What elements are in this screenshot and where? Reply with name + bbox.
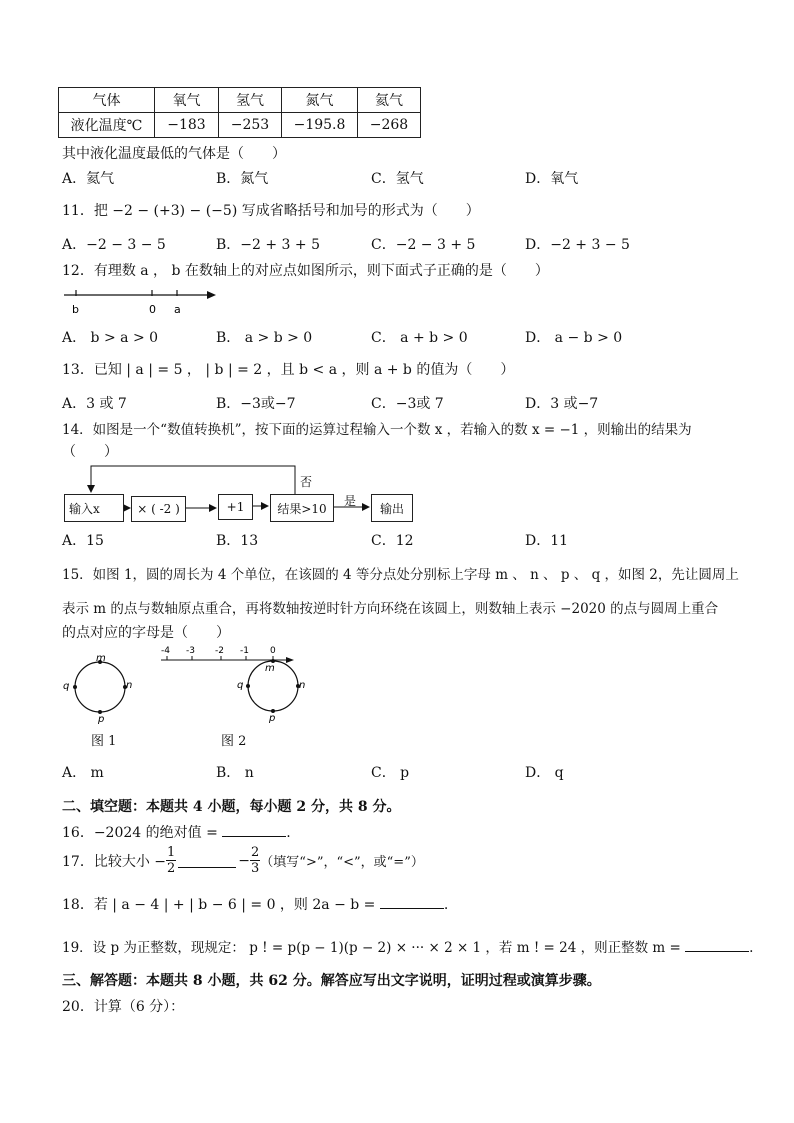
q19-text: 19．设 p 为正整数，现规定： p ! = p(p − 1)(p − 2) × ··· × 2 × 1 ，若 m ! = 24 ，则正整数 m = bbox=[62, 940, 681, 956]
q15-stem-line3: 的点对应的字母是（ ） bbox=[62, 625, 230, 641]
q20: 20．计算（6 分）： bbox=[62, 999, 185, 1015]
q15-figure2 bbox=[155, 640, 305, 724]
q19-answer-blank[interactable] bbox=[685, 937, 749, 952]
q17-answer-blank[interactable] bbox=[178, 853, 236, 868]
q14-flow-output-box: 输出 bbox=[371, 494, 413, 522]
circle-label-q: q bbox=[63, 681, 70, 692]
table-cell: 氢气 bbox=[219, 88, 282, 113]
circle-label-m: m bbox=[96, 653, 106, 664]
table-cell: 氦气 bbox=[358, 88, 421, 113]
circle-label-n: n bbox=[126, 680, 133, 691]
table-cell: −253 bbox=[219, 113, 282, 138]
q17-hint: （填写“>”，“<”，或“=”） bbox=[260, 855, 424, 870]
q15-option-d[interactable]: D． q bbox=[525, 765, 564, 781]
q14-flow-no-label: 否 bbox=[300, 475, 313, 489]
q14-flow-multiply-box: × ( -2 ) bbox=[131, 496, 186, 522]
table-cell: 氧气 bbox=[155, 88, 219, 113]
q14-flow-add-box: +1 bbox=[218, 494, 253, 520]
q14-option-c[interactable]: C．12 bbox=[371, 533, 414, 549]
q17 bbox=[62, 845, 424, 876]
table-cell: −268 bbox=[358, 113, 421, 138]
fraction-numerator: 1 bbox=[167, 845, 176, 860]
axis-tick-label: -2 bbox=[215, 646, 224, 656]
q14-flow-condition-box: 结果>10 bbox=[270, 494, 334, 522]
q17-fraction-two-thirds bbox=[250, 845, 260, 876]
q13-option-b[interactable]: B．−3或−7 bbox=[216, 396, 296, 412]
table-cell: −183 bbox=[155, 113, 219, 138]
q14-flow-input-box: 输入x bbox=[64, 494, 124, 522]
q13-stem: 13．已知 | a | = 5 ， | b | = 2 ，且 b < a ，则 a + b 的值为（ ） bbox=[62, 362, 515, 378]
q13-option-a[interactable]: A．3 或 7 bbox=[62, 396, 127, 412]
q16-end: . bbox=[286, 825, 291, 841]
q10-option-b[interactable]: B．氮气 bbox=[216, 171, 269, 187]
q15-figure1-caption: 图 1 bbox=[91, 734, 117, 749]
circle-label-m: m bbox=[265, 663, 275, 674]
q13-option-c[interactable]: C．−3或 7 bbox=[371, 396, 444, 412]
q11-option-a[interactable]: A．−2 − 3 − 5 bbox=[62, 237, 166, 253]
q14-stem-line2: （ ） bbox=[62, 444, 118, 460]
q19-end: . bbox=[749, 940, 754, 956]
q13-option-d[interactable]: D．3 或−7 bbox=[525, 396, 599, 412]
q16-text: 16．−2024 的绝对值 = bbox=[62, 825, 218, 841]
fraction-numerator: 2 bbox=[251, 845, 260, 860]
q11-option-b[interactable]: B．−2 + 3 + 5 bbox=[216, 237, 321, 253]
table-cell: 氮气 bbox=[282, 88, 358, 113]
q11-option-d[interactable]: D．−2 + 3 − 5 bbox=[525, 237, 630, 253]
q14-option-a[interactable]: A．15 bbox=[62, 533, 104, 549]
circle-label-q: q bbox=[237, 680, 244, 691]
q14-option-b[interactable]: B．13 bbox=[216, 533, 259, 549]
q12-option-d[interactable]: D． a − b > 0 bbox=[525, 330, 623, 346]
q15-option-a[interactable]: A． m bbox=[62, 765, 104, 781]
gas-table bbox=[58, 87, 421, 138]
table-cell: 液化温度℃ bbox=[59, 113, 155, 138]
q12-option-a[interactable]: A． b > a > 0 bbox=[62, 330, 159, 346]
axis-tick-label: -4 bbox=[161, 646, 170, 656]
q14-option-d[interactable]: D．11 bbox=[525, 533, 569, 549]
axis-tick-label: 0 bbox=[270, 646, 276, 656]
q18-end: . bbox=[443, 897, 449, 913]
q12-option-b[interactable]: B． a > b > 0 bbox=[216, 330, 313, 346]
q15-figure1-circle bbox=[55, 652, 145, 724]
q18-answer-blank[interactable] bbox=[380, 894, 444, 909]
table-row bbox=[59, 88, 421, 113]
q18-text: 18．若 | a − 4 | + | b − 6 | = 0 ，则 2a − b = bbox=[62, 897, 376, 913]
circle-label-n: n bbox=[299, 680, 305, 691]
q18 bbox=[62, 894, 448, 914]
q10-option-c[interactable]: C．氢气 bbox=[371, 171, 424, 187]
section2-title: 二、填空题：本题共 4 小题，每小题 2 分，共 8 分。 bbox=[62, 799, 401, 815]
axis-label-b: b bbox=[72, 303, 79, 316]
q17-prefix: 17．比较大小 − bbox=[62, 853, 166, 870]
q12-option-c[interactable]: C． a + b > 0 bbox=[371, 330, 468, 346]
q15-stem-line2: 表示 m 的点与数轴原点重合，再将数轴按逆时针方向环绕在该圆上，则数轴上表示 −2020 的点与圆周上重合 bbox=[62, 601, 719, 617]
q19 bbox=[62, 936, 753, 956]
q11-stem: 11．把 −2 − (+3) − (−5) 写成省略括号和加号的形式为（ ） bbox=[62, 203, 480, 219]
q17-fraction-one-half bbox=[166, 845, 176, 876]
q16 bbox=[62, 822, 291, 842]
section3-title: 三、解答题：本题共 8 小题，共 62 分。解答应写出文字说明，证明过程或演算步骤。 bbox=[62, 973, 601, 989]
q10-option-a[interactable]: A．氦气 bbox=[62, 171, 115, 187]
axis-label-zero: 0 bbox=[149, 303, 156, 316]
q15-figure2-caption: 图 2 bbox=[221, 734, 247, 749]
q10-option-d[interactable]: D．氧气 bbox=[525, 171, 579, 187]
circle-label-p: p bbox=[269, 713, 276, 724]
q12-number-line bbox=[60, 284, 220, 318]
axis-tick-label: -1 bbox=[240, 646, 249, 656]
q11-option-c[interactable]: C．−2 − 3 + 5 bbox=[371, 237, 476, 253]
fraction-denominator: 3 bbox=[251, 861, 260, 876]
table-cell: −195.8 bbox=[282, 113, 358, 138]
q14-stem-line1: 14．如图是一个“数值转换机”，按下面的运算过程输入一个数 x ，若输入的数 x = −1 ，则输出的结果为 bbox=[62, 422, 692, 438]
circle-label-p: p bbox=[98, 714, 105, 724]
q15-stem-line1: 15．如图 1，圆的周长为 4 个单位，在该圆的 4 等分点处分别标上字母 m 、 n 、 p 、 q ，如图 2，先让圆周上 bbox=[62, 567, 739, 583]
table-row bbox=[59, 113, 421, 138]
q17-minus: − bbox=[238, 852, 251, 869]
q15-option-c[interactable]: C． p bbox=[371, 765, 410, 781]
q14-flow-yes-label: 是 bbox=[344, 494, 357, 508]
q15-option-b[interactable]: B． n bbox=[216, 765, 254, 781]
table-cell: 气体 bbox=[59, 88, 155, 113]
axis-label-a: a bbox=[174, 303, 181, 316]
q10-stem: 其中液化温度最低的气体是（ ） bbox=[62, 146, 286, 162]
fraction-denominator: 2 bbox=[167, 861, 176, 876]
axis-tick-label: -3 bbox=[186, 646, 195, 656]
q12-stem: 12．有理数 a ， b 在数轴上的对应点如图所示，则下面式子正确的是（ ） bbox=[62, 263, 549, 279]
q16-answer-blank[interactable] bbox=[222, 822, 286, 837]
